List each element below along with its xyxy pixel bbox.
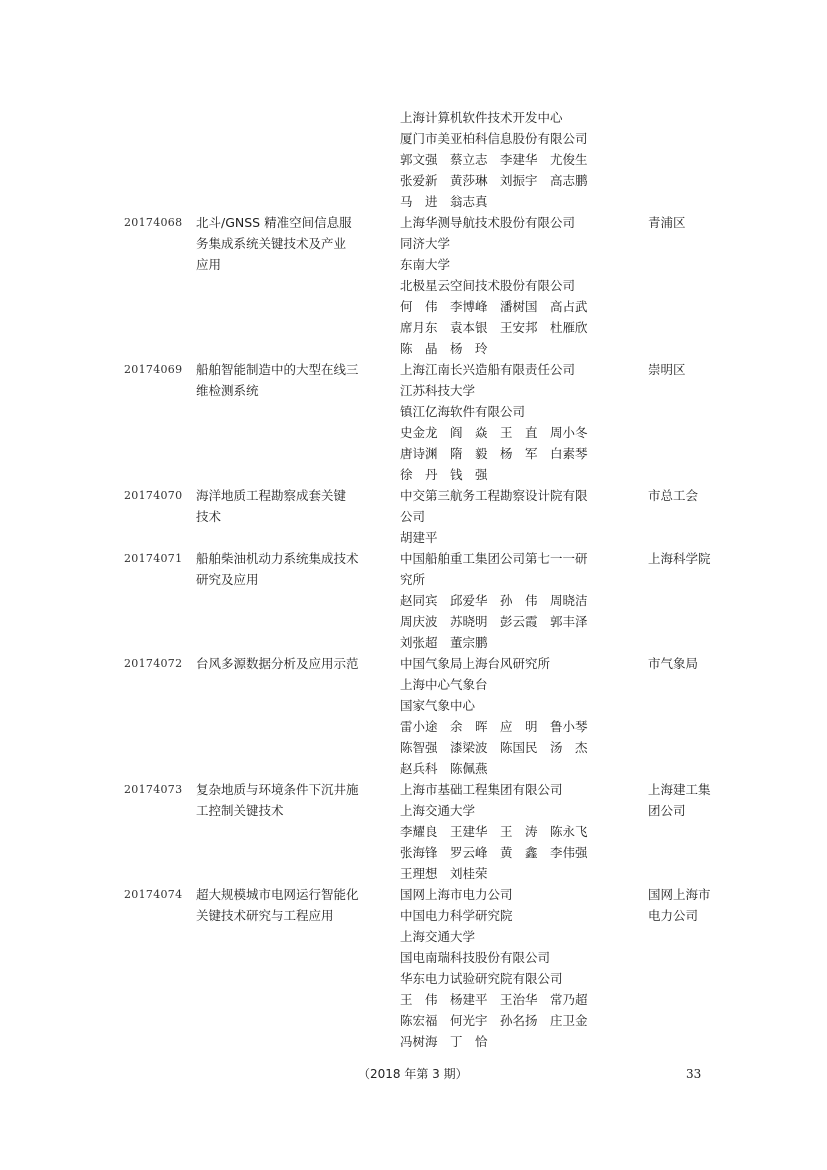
people-line: 唐诗渊 隋 毅 杨 军 白素琴 — [400, 446, 588, 461]
entry-recommender — [648, 779, 728, 821]
unit-line: 上海交通大学 — [400, 803, 476, 818]
people-line: 马 进 翁志真 — [400, 194, 488, 209]
name-line: 台风多源数据分析及应用示范 — [196, 656, 359, 671]
entry-name — [196, 548, 388, 590]
name-line: 研究及应用 — [196, 572, 259, 587]
unit-line: 中国船舶重工集团公司第七一一研 — [400, 551, 588, 566]
name-line: 维检测系统 — [196, 383, 259, 398]
entry-recommender — [648, 485, 728, 506]
entry-units — [400, 884, 636, 1052]
unit-line: 上海交通大学 — [400, 929, 476, 944]
name-line: 应用 — [196, 257, 222, 272]
name-line: 复杂地质与环境条件下沉井施 — [196, 782, 359, 797]
unit-line: 国电南瑞科技股份有限公司 — [400, 950, 551, 965]
recommender-line: 青浦区 — [648, 215, 686, 230]
recommender-line: 国网上海市 — [648, 887, 711, 902]
people-line: 冯树海 丁 恰 — [400, 1034, 488, 1049]
name-line: 关键技术研究与工程应用 — [196, 908, 334, 923]
entry-name — [196, 212, 388, 275]
people-line: 刘张超 董宗鹏 — [400, 635, 488, 650]
unit-line: 华东电力试验研究院有限公司 — [400, 971, 563, 986]
unit-line: 镇江亿海软件有限公司 — [400, 404, 526, 419]
entry-recommender — [648, 653, 728, 674]
people-line: 陈智强 漆梁波 陈国民 汤 杰 — [400, 740, 588, 755]
unit-line: 东南大学 — [400, 257, 451, 272]
name-line: 船舶智能制造中的大型在线三 — [196, 362, 359, 377]
people-line: 王理想 刘桂荣 — [400, 866, 488, 881]
recommender-line: 团公司 — [648, 803, 686, 818]
unit-line: 中国电力科学研究院 — [400, 908, 513, 923]
unit-line: 上海市基础工程集团有限公司 — [400, 782, 563, 797]
name-line: 北斗/GNSS 精准空间信息服 — [196, 215, 352, 230]
recommender-line: 上海建工集 — [648, 782, 711, 797]
people-line: 陈 晶 杨 玲 — [400, 341, 488, 356]
people-line: 胡建平 — [400, 530, 438, 545]
unit-line: 国家气象中心 — [400, 698, 476, 713]
unit-line: 上海计算机软件技术开发中心 — [400, 110, 563, 125]
people-line: 张爱新 黄莎琳 刘振宇 高志鹏 — [400, 173, 588, 188]
unit-line: 上海华测导航技术股份有限公司 — [400, 215, 576, 230]
name-line: 船舶柴油机动力系统集成技术 — [196, 551, 359, 566]
people-line: 张海锋 罗云峰 黄 鑫 李伟强 — [400, 845, 588, 860]
entry-code: 20174071 — [124, 552, 183, 565]
entry-code: 20174074 — [124, 888, 183, 901]
unit-line: 同济大学 — [400, 236, 451, 251]
people-line: 何 伟 李博峰 潘树国 高占武 — [400, 299, 588, 314]
entry-name — [196, 653, 388, 674]
entry-units — [400, 212, 636, 359]
entry-code: 20174068 — [124, 216, 183, 229]
people-line: 郭文强 蔡立志 李建华 尤俊生 — [400, 152, 588, 167]
entry-recommender — [648, 359, 728, 380]
people-line: 徐 丹 钱 强 — [400, 467, 488, 482]
unit-line: 北极星云空间技术股份有限公司 — [400, 278, 576, 293]
people-line: 赵同宾 邱爱华 孙 伟 周晓洁 — [400, 593, 588, 608]
entry-units — [400, 779, 636, 884]
recommender-line: 上海科学院 — [648, 551, 711, 566]
entry-name — [196, 884, 388, 926]
issue-label: （2018 年第 3 期） — [358, 1067, 468, 1081]
entry-code: 20174070 — [124, 489, 183, 502]
entry-units — [400, 485, 636, 548]
people-line: 李耀良 王建华 王 涛 陈永飞 — [400, 824, 588, 839]
name-line: 超大规模城市电网运行智能化 — [196, 887, 359, 902]
recommender-line: 崇明区 — [648, 362, 686, 377]
unit-line: 国网上海市电力公司 — [400, 887, 513, 902]
people-line: 席月东 袁本银 王安邦 杜雁欣 — [400, 320, 588, 335]
recommender-line: 市气象局 — [648, 656, 699, 671]
unit-line: 江苏科技大学 — [400, 383, 476, 398]
entry-units — [400, 548, 636, 653]
unit-line: 上海中心气象台 — [400, 677, 488, 692]
entry-recommender — [648, 548, 728, 569]
people-line: 王 伟 杨建平 王治华 常乃超 — [400, 992, 588, 1007]
unit-line: 公司 — [400, 509, 426, 524]
name-line: 工控制关键技术 — [196, 803, 284, 818]
entry-code: 20174069 — [124, 363, 183, 376]
name-line: 海洋地质工程勘察成套关键 — [196, 488, 347, 503]
page-footer — [0, 1063, 827, 1085]
recommender-line: 电力公司 — [648, 908, 699, 923]
unit-line: 上海江南长兴造船有限责任公司 — [400, 362, 576, 377]
people-line: 史金龙 阎 焱 王 直 周小冬 — [400, 425, 588, 440]
entry-recommender — [648, 884, 728, 926]
name-line: 务集成系统关键技术及产业 — [196, 236, 347, 251]
people-line: 赵兵科 陈佩燕 — [400, 761, 488, 776]
entry-units — [400, 653, 636, 779]
entry-name — [196, 359, 388, 401]
entry-name — [196, 485, 388, 527]
entry-units — [400, 107, 636, 212]
people-line: 陈宏福 何光宇 孙名扬 庄卫金 — [400, 1013, 588, 1028]
page-number: 33 — [686, 1067, 702, 1081]
unit-line: 中交第三航务工程勘察设计院有限 — [400, 488, 588, 503]
entry-code: 20174073 — [124, 783, 183, 796]
entry-code: 20174072 — [124, 657, 183, 670]
unit-line: 中国气象局上海台风研究所 — [400, 656, 551, 671]
unit-line: 究所 — [400, 572, 426, 587]
people-line: 周庆波 苏晓明 彭云霞 郭丰泽 — [400, 614, 588, 629]
entry-name — [196, 779, 388, 821]
people-line: 雷小途 余 晖 应 明 鲁小琴 — [400, 719, 588, 734]
entry-units — [400, 359, 636, 485]
entry-recommender — [648, 212, 728, 233]
unit-line: 厦门市美亚柏科信息股份有限公司 — [400, 131, 588, 146]
name-line: 技术 — [196, 509, 222, 524]
recommender-line: 市总工会 — [648, 488, 699, 503]
